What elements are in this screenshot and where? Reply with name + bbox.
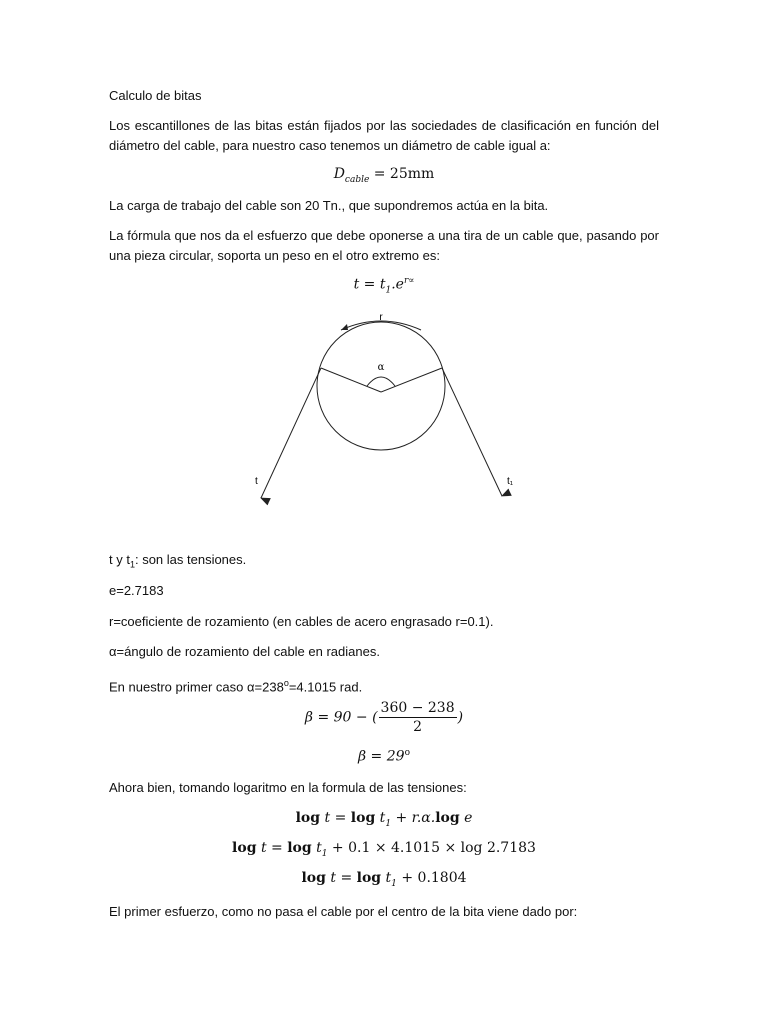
first-case-pre: En nuestro primer caso α=238 [109,679,284,695]
eq-log1-f: log [435,810,460,826]
equation-beta-result [0,748,768,765]
label-r: r [379,312,383,323]
eq-diameter-sub: cable [344,174,370,185]
eq-log2-a: log [232,840,257,856]
eq-log2-e: + 0.1 × 4.1015 × log 2.7183 [327,840,536,856]
eq-log2-b: t = [256,840,288,856]
label-alpha: α [377,362,385,373]
eq-log3-e: + 0.1804 [396,870,467,886]
eq-log1-g: e [459,810,473,826]
radius-right [381,368,442,392]
eq-tension-lhs: t = t [353,276,386,293]
eq-log1-a: log [295,810,321,826]
section-title: Calculo de bitas [109,88,202,103]
closing-paragraph: El primer esfuerzo, como no pasa el cable por el centro de la bita viene dado por: [109,904,578,919]
eq-log2-d: t [311,840,322,856]
radius-left [321,368,381,392]
eq-tension-exp: r∝ [403,276,415,286]
eq-log1-e: + r.α. [391,810,436,826]
eq-beta-numerator: 360 − 238 [380,700,455,716]
definition-e: e=2.7183 [109,583,164,598]
equation-beta [0,700,768,735]
eq-log2-c: log [287,840,312,856]
eq-log3-c: log [356,870,382,886]
arc-arrowhead [341,324,348,330]
equation-log-2 [0,840,768,859]
eq-log1-sub: 1 [385,818,392,829]
intro-paragraph: Los escantillones de las bitas están fijados por las sociedades de clasificación en función del diámetro del cable, para nuestro caso tenemos un diámetro de cable igual a: [109,118,659,153]
eq-diameter-rhs: = 25mm [373,166,435,182]
eq-log2-sub: 1 [321,848,328,859]
eq-beta-fraction [379,700,457,735]
eq-beta-lhs: β = 90 − ( [304,709,378,726]
log-intro-paragraph: Ahora bien, tomando logaritmo en la formula de las tensiones: [109,780,467,795]
def-t-sub: 1 [129,559,135,570]
first-case-sup: o [283,678,289,688]
eq-tension-sub: 1 [385,285,392,296]
bitt-cable-diagram [245,308,525,508]
formula-intro-paragraph: La fórmula que nos da el esfuerzo que debe oponerse a una tira de un cable que, pasando por una pieza circular, soporta un peso en el otro extremo es: [109,228,659,263]
definition-t [109,550,659,575]
load-paragraph: La carga de trabajo del cable son 20 Tn., que supondremos actúa en la bita. [109,198,549,213]
eq-beta-denominator: 2 [413,719,423,735]
equation-diameter [0,166,768,185]
equation-log-3 [0,870,768,889]
eq-log1-c: log [350,810,376,826]
first-case-post: =4.1015 rad. [288,679,363,695]
eq-log1-b: t = [320,810,351,826]
label-t: t [255,476,258,487]
eq-beta-result-text: β = 29 [358,748,405,765]
eq-beta-result-sup: o [404,748,410,758]
equation-tension [0,276,768,295]
eq-log3-b: t = [325,870,357,886]
eq-log1-d: t [375,810,386,826]
eq-log3-sub: 1 [391,878,397,889]
equation-log-1 [0,810,768,829]
def-t-pre: t y t [109,552,130,567]
label-t1: t₁ [507,476,514,487]
eq-log3-d: t [381,870,392,886]
bitt-circle [317,322,445,450]
eq-tension-mid: .e [391,276,404,293]
eq-log3-a: log [301,870,326,886]
eq-diameter-symbol: D [333,166,345,182]
def-t-post: : son las tensiones. [134,552,247,567]
cable-right-t1 [442,368,502,496]
first-case-paragraph [109,673,659,697]
cable-left-t [261,368,321,498]
definition-r: r=coeficiente de rozamiento (en cables de acero engrasado r=0.1). [109,614,494,629]
definition-alpha: α=ángulo de rozamiento del cable en radianes. [109,644,380,659]
eq-beta-rhs: ) [457,709,464,726]
alpha-arc [367,377,395,386]
